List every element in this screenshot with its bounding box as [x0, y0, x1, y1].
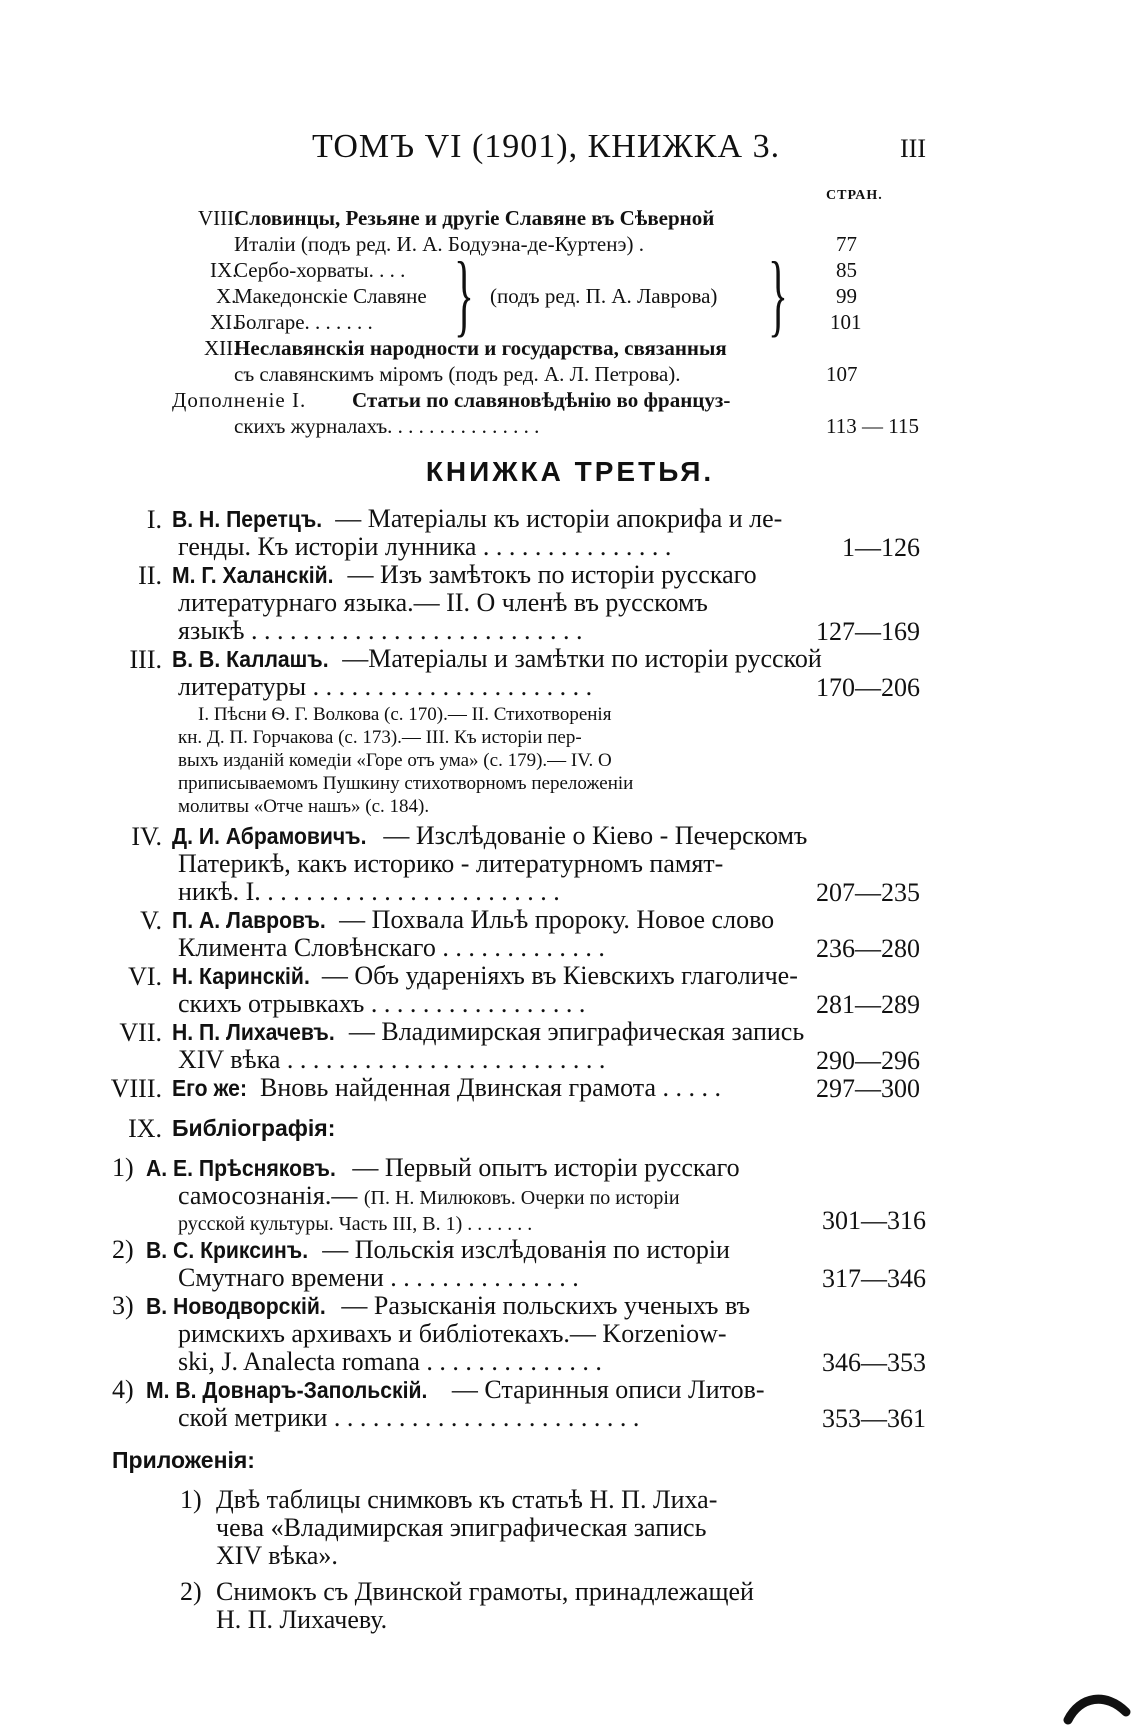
entry-author: Н. П. Лихачевъ.	[172, 1019, 335, 1045]
pages-column-label: СТРАН.	[826, 188, 883, 203]
entry-num: IV.	[131, 822, 162, 851]
toc-num: Дополненіе I.	[172, 388, 307, 412]
entry-line	[172, 962, 798, 990]
entry-text: —Матеріалы и замѣтки по исторіи русской	[342, 644, 822, 673]
entry-text: ski, J. Analecta romana	[178, 1347, 420, 1376]
entry-pages: 297—300	[816, 1074, 920, 1103]
entry-pages: 207—235	[816, 878, 920, 907]
entry-line	[146, 1292, 750, 1320]
entry-line	[172, 561, 757, 589]
toc-page: 77	[836, 232, 857, 256]
entry-text: — Объ удареніяхъ въ Кіевскихъ глаголиче-	[321, 961, 798, 990]
entry-pages: 127—169	[816, 617, 920, 646]
toc-page: 107	[826, 362, 858, 386]
entry-subline: кн. Д. П. Горчакова (с. 173).— III. Къ исторіи пер-	[178, 727, 582, 748]
bibliography-label: Библіографія:	[172, 1115, 336, 1141]
entry-text: — Владимирская эпиграфическая запись	[348, 1017, 805, 1046]
entry-line	[146, 1376, 765, 1404]
entry-line: литературы . . . . . . . . . . . . . . . . . . . . . .	[178, 672, 593, 701]
entry-subline: молитвы «Отче нашъ» (с. 184).	[178, 796, 430, 817]
entry-author: В. В. Каллашъ.	[172, 646, 329, 672]
entry-num: V.	[140, 906, 162, 935]
toc-num: XI.	[210, 310, 238, 334]
entry-text: ской метрики	[178, 1403, 328, 1432]
entry-pages: 346—353	[822, 1348, 926, 1377]
entry-text: — Первый опытъ исторіи русскаго	[352, 1153, 740, 1182]
toc-page: 113 — 115	[826, 414, 919, 438]
entry-text: скихъ отрывкахъ	[178, 989, 365, 1018]
entry-line	[172, 1018, 804, 1046]
entry-text: языкѣ	[178, 616, 245, 645]
entry-text: литературы	[178, 672, 307, 701]
entry-line: Климента Словѣнскаго . . . . . . . . . . . . .	[178, 933, 605, 962]
entry-text: (П. Н. Милюковъ. Очерки по исторіи	[363, 1187, 680, 1209]
bib-num: 3)	[112, 1291, 134, 1320]
entry-line	[172, 906, 774, 934]
running-title: ТОМЪ VI (1901), КНИЖКА 3.	[312, 128, 781, 165]
appendix-num: 1)	[180, 1485, 202, 1514]
entry-line: никѣ. I. . . . . . . . . . . . . . . . . . . . . . . .	[178, 877, 560, 906]
entry-num: VII.	[119, 1018, 162, 1047]
entry-num: VIII.	[110, 1074, 162, 1103]
entry-num: VI.	[128, 962, 162, 991]
entry-text: Климента Словѣнскаго	[178, 933, 436, 962]
appendix-num: 2)	[180, 1577, 202, 1606]
bib-num: 1)	[112, 1153, 134, 1182]
section-title: КНИЖКА ТРЕТЬЯ.	[425, 456, 715, 487]
entry-line: языкѣ . . . . . . . . . . . . . . . . . . . . . . . . . .	[178, 616, 583, 645]
toc-num: VIII.	[198, 206, 240, 230]
toc-num: X.	[216, 284, 237, 308]
toc-line: скихъ журналахъ. . . . . . . . . . . . . . .	[234, 414, 540, 438]
corner-scan-mark	[1062, 1686, 1132, 1726]
entry-text: XIV вѣка	[178, 1045, 281, 1074]
bib-num: 2)	[112, 1235, 134, 1264]
toc-line: Болгаре. . . . . . .	[234, 310, 373, 334]
entry-subline: выхъ изданій комедіи «Горе отъ ума» (с. 179).— IV. О	[178, 750, 612, 771]
entry-author: Д. И. Абрамовичъ.	[172, 823, 367, 849]
entry-text: — Польскія изслѣдованія по исторіи	[322, 1235, 730, 1264]
bib-num: 4)	[112, 1375, 134, 1404]
entry-text: никѣ. I.	[178, 877, 261, 906]
toc-page: 99	[836, 284, 857, 308]
entry-line	[146, 1236, 730, 1264]
toc-line: Италіи (подъ ред. И. А. Бодуэна-де-Куртенэ) .	[234, 232, 644, 256]
entry-author: В. Новодворскій.	[146, 1293, 326, 1319]
entry-pages: 236—280	[816, 934, 920, 963]
entry-line	[172, 505, 782, 533]
entry-line: русской культуры. Часть III, В. 1) . . . . . . .	[178, 1213, 533, 1235]
entry-author: Его же:	[172, 1075, 247, 1101]
entry-author: М. Г. Халанскій.	[172, 562, 334, 588]
toc-page: 101	[830, 310, 862, 334]
toc-line: Сербо-хорваты. . . .	[234, 258, 406, 282]
toc-num: XII.	[204, 336, 239, 360]
appendix-line: Н. П. Лихачеву.	[216, 1605, 388, 1634]
entry-line: генды. Къ исторіи лунника . . . . . . . . . . . . . . .	[178, 532, 672, 561]
entry-author: М. В. Довнаръ-Запольскій.	[146, 1377, 428, 1403]
entry-pages: 281—289	[816, 990, 920, 1019]
toc-line: Статьи по славяновѣдѣнію во француз-	[352, 388, 731, 412]
entry-text: — Похвала Ильѣ пророку. Новое слово	[339, 905, 775, 934]
page-number: III	[900, 134, 926, 163]
entry-author: П. А. Лавровъ.	[172, 907, 326, 933]
entry-text: — Разысканія польскихъ ученыхъ въ	[341, 1291, 751, 1320]
entry-subline: I. Пѣсни Ѳ. Г. Волкова (с. 170).— II. Стихотворенія	[198, 704, 612, 725]
entry-pages: 290—296	[816, 1046, 920, 1075]
entry-line: Смутнаго времени . . . . . . . . . . . . . . .	[178, 1263, 579, 1292]
entry-subline: приписываемомъ Пушкину стихотворномъ переложеніи	[178, 773, 634, 794]
entry-text: Смутнаго времени	[178, 1263, 384, 1292]
appendix-line: Снимокъ съ Двинской грамоты, принадлежащей	[216, 1577, 754, 1606]
entry-text: — Изслѣдованіе о Кіево - Печерскомъ	[383, 821, 808, 850]
entry-line: скихъ отрывкахъ . . . . . . . . . . . . . . . . .	[178, 989, 586, 1018]
group-editor: (подъ ред. П. А. Лаврова)	[490, 284, 718, 308]
left-brace: }	[454, 243, 474, 345]
toc-line: съ славянскимъ міромъ (подъ ред. А. Л. Петрова).	[234, 362, 681, 386]
entry-author: А. Е. Прѣсняковъ.	[146, 1155, 336, 1181]
entry-text: — Изъ замѣтокъ по исторіи русскаго	[347, 560, 757, 589]
entry-line: Его же: Вновь найденная Двинская грамота . . . . .	[172, 1073, 722, 1102]
entry-num: III.	[129, 645, 162, 674]
entry-author: В. Н. Перетцъ.	[172, 506, 323, 532]
entry-text: — Старинныя описи Литов-	[451, 1375, 765, 1404]
entry-text: самосознанія.—	[178, 1181, 364, 1210]
entry-pages: 353—361	[822, 1404, 926, 1433]
entry-pages: 170—206	[816, 673, 920, 702]
entry-author: Н. Каринскій.	[172, 963, 310, 989]
entry-line: литературнаго языка.— II. О членѣ въ русскомъ	[178, 588, 708, 617]
right-brace: }	[768, 243, 788, 345]
running-head	[0, 128, 1140, 168]
entry-line: Патерикѣ, какъ историко - литературномъ памят-	[178, 849, 724, 878]
appendix-line: XIV вѣка».	[216, 1541, 338, 1570]
entry-pages: 1—126	[842, 533, 920, 562]
entry-text: русской культуры. Часть III, В. 1)	[178, 1213, 463, 1235]
entry-line	[146, 1154, 740, 1182]
entry-line	[178, 1182, 680, 1212]
entry-line: ski, J. Analecta romana . . . . . . . . . . . . . .	[178, 1347, 602, 1376]
toc-page: 85	[836, 258, 857, 282]
entry-num: I.	[146, 505, 162, 534]
entry-line	[172, 645, 822, 673]
toc-line: Македонскіе Славяне	[234, 284, 427, 308]
entry-num: II.	[138, 561, 162, 590]
appendix-label: Приложенія:	[112, 1447, 255, 1473]
entry-pages: 301—316	[822, 1206, 926, 1235]
appendix-line: Двѣ таблицы снимковъ къ статьѣ Н. П. Лиха-	[216, 1485, 718, 1514]
entry-num: IX.	[128, 1114, 162, 1143]
entry-text: — Матеріалы къ исторіи апокрифа и ле-	[335, 504, 783, 533]
toc-line: Словинцы, Резьяне и другіе Славяне въ Сѣверной	[234, 206, 715, 230]
entry-pages: 317—346	[822, 1264, 926, 1293]
toc-num: IX.	[210, 258, 238, 282]
entry-text: Вновь найденная Двинская грамота	[260, 1073, 657, 1102]
entry-text: генды. Къ исторіи лунника	[178, 532, 477, 561]
entry-author: В. С. Криксинъ.	[146, 1237, 309, 1263]
toc-line: Неславянскія народности и государства, связанныя	[234, 336, 727, 360]
entry-line: XIV вѣка . . . . . . . . . . . . . . . . . . . . . . . . .	[178, 1045, 606, 1074]
entry-line: ской метрики . . . . . . . . . . . . . . . . . . . . . . . .	[178, 1403, 640, 1432]
entry-line	[172, 822, 807, 850]
appendix-line: чева «Владимирская эпиграфическая запись	[216, 1513, 707, 1542]
entry-line: римскихъ архивахъ и библіотекахъ.— Korzeniow-	[178, 1319, 727, 1348]
